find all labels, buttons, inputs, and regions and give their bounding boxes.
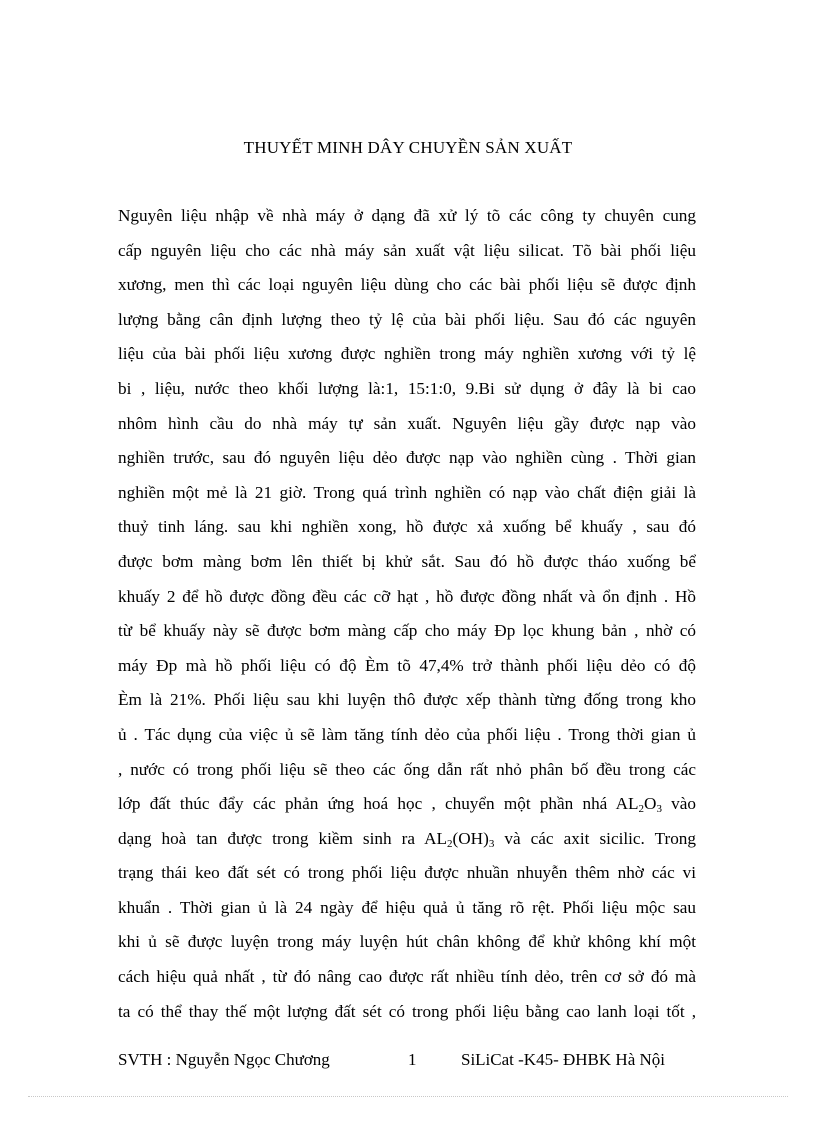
subscript: 3	[488, 837, 495, 850]
text-line: lượng bằng cân định lượng theo tỷ lệ của bài phối liệu. Sau đó các nguyên	[118, 309, 696, 329]
text-line: ta có thể thay thế một lượng đất sét có trong phối liệu bằng cao lanh loại tốt ,	[118, 1001, 696, 1021]
text-line: cấp nguyên liệu cho các nhà máy sản xuất vật liệu silicat. Tõ bài phối liệu	[118, 240, 696, 260]
text-line: Nguyên liệu nhập về nhà máy ở dạng đã xử lý tõ các công ty chuyên cung	[118, 206, 696, 225]
text-line: máy Ðp mà hồ phối liệu có độ Èm tõ 47,4% trở thành phối liệu dẻo có độ	[118, 655, 696, 675]
text-segment: lớp đất thúc đẩy các phản ứng hoá học , chuyển một phần nhá AL	[118, 794, 639, 814]
text-line: được bơm màng bơm lên thiết bị khử sắt. Sau đó hồ được tháo xuống bể	[118, 551, 696, 571]
subscript: 2	[447, 837, 453, 850]
footer-page-number: 1	[408, 1050, 417, 1069]
text-line: khuẩn . Thời gian ủ là 24 ngày để hiệu quả ủ tăng rõ rệt. Phối liệu mộc sau	[118, 897, 696, 917]
text-segment: và các axit sicilic. Trong	[494, 828, 696, 848]
text-segment: dạng hoà tan được trong kiềm sinh ra AL	[118, 828, 448, 848]
subscript: 3	[656, 803, 662, 816]
text-line: nhôm hình cầu do nhà máy tự sản xuất. Nguyên liệu gầy được nạp vào	[118, 413, 696, 433]
text-line: Èm là 21%. Phối liệu sau khi luyện thô được xếp thành từng đống trong kho	[118, 690, 696, 710]
text-segment: vào	[661, 794, 696, 814]
footer-institution: SiLiCat -K45- ĐHBK Hà Nội	[461, 1050, 665, 1069]
text-segment: O	[644, 794, 657, 814]
text-line: cách hiệu quả nhất , từ đó nâng cao được rất nhiều tính dẻo, trên cơ sở đó mà	[118, 967, 696, 987]
text-line: bi , liệu, nước theo khối lượng là:1, 15:1:0, 9.Bi sử dụng ở đây là bi cao	[118, 378, 696, 398]
text-line: xương, men thì các loại nguyên liệu dùng cho các bài phối liệu sẽ được định	[118, 275, 696, 295]
text-line: khuấy 2 để hồ được đồng đều các cỡ hạt , hồ được đồng nhất và ổn định . Hồ	[118, 586, 696, 606]
text-line: liệu của bài phối liệu xương được nghiền trong máy nghiền xương với tỷ lệ	[118, 344, 696, 364]
text-line: ủ . Tác dụng của việc ủ sẽ làm tăng tính dẻo của phối liệu . Trong thời gian ủ	[118, 724, 696, 744]
text-line: từ bể khuấy này sẽ được bơm màng cấp cho máy Ðp lọc khung bản , nhờ có	[118, 621, 696, 641]
text-line: nghiền một mẻ là 21 giờ. Trong quá trình nghiền có nạp vào chất điện giải là	[118, 482, 696, 502]
text-line: thuỷ tinh láng. sau khi nghiền xong, hồ được xả xuống bể khuấy , sau đó	[118, 517, 696, 537]
page-footer	[118, 1050, 696, 1074]
text-segment: (OH)	[452, 828, 489, 848]
text-line: khi ủ sẽ được luyện trong máy luyện hút chân không để khử không khí một	[118, 932, 696, 952]
text-line-chemical-formula	[118, 827, 696, 862]
document-title: THUYẾT MINH DÂY CHUYỀN SẢN XUẤT	[243, 138, 573, 157]
text-line-chemical-formula	[118, 792, 696, 827]
text-line: nghiền trước, sau đó nguyên liệu dẻo được nạp vào nghiền cùng . Thời gian	[118, 448, 696, 468]
subscript: 2	[638, 803, 645, 816]
text-line: , nước có trong phối liệu sẽ theo các ống dẫn rất nhỏ phân bố đều trong các	[118, 759, 696, 779]
page-bottom-divider	[28, 1096, 788, 1097]
footer-author: SVTH : Nguyễn Ngọc Chương	[118, 1050, 330, 1069]
text-line: trạng thái keo đất sét có trong phối liệu được nhuần nhuyễn thêm nhờ các vi	[118, 863, 696, 883]
body-paragraph	[118, 204, 696, 1034]
